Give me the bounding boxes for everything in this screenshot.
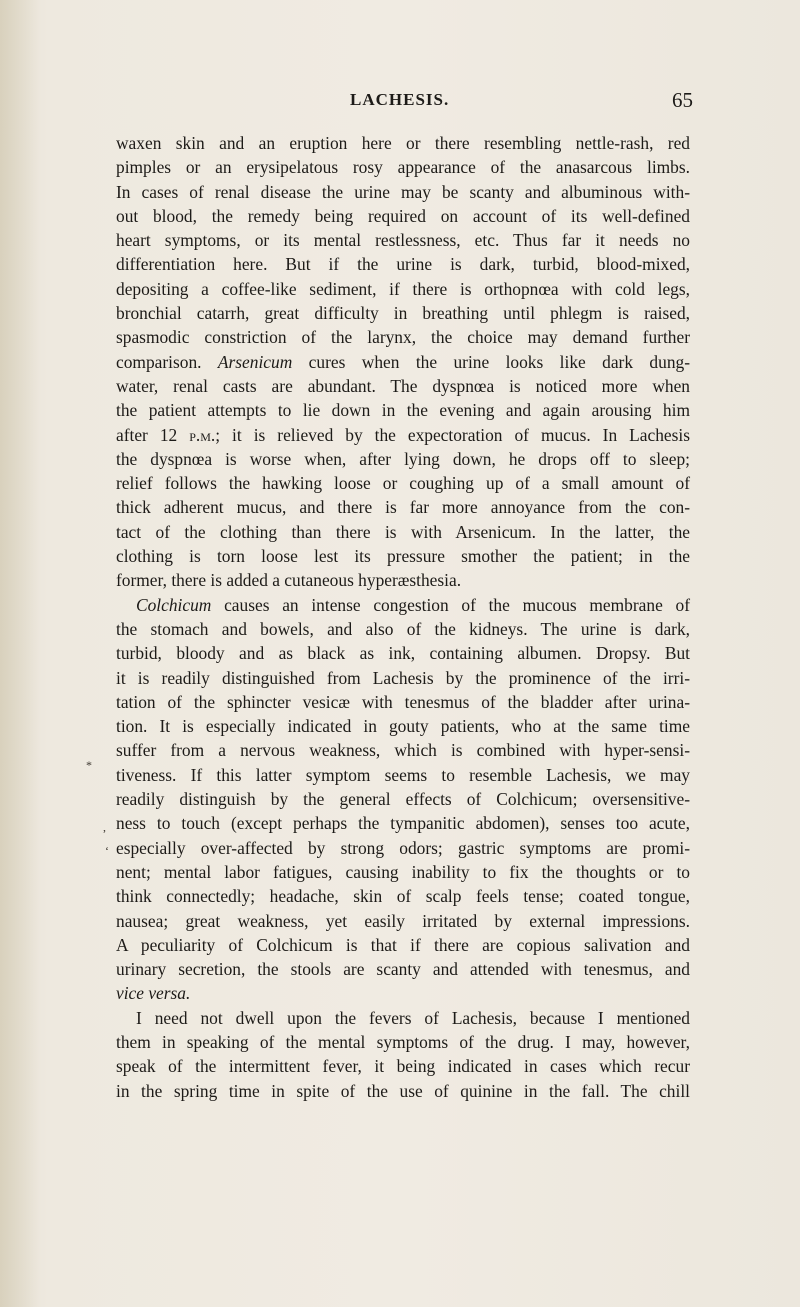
text-line [116, 374, 690, 398]
text-run: ; it is relieved by the expectoration of mucus. In Lachesis [215, 424, 690, 445]
text-line [116, 155, 690, 179]
text-line [116, 909, 690, 933]
text-line [116, 398, 690, 422]
text-run: comparison. [116, 351, 218, 372]
text-run: differentiation here. But if the urine is dark, turbid, blood-mixed, [116, 254, 690, 275]
italic-text: vice versa. [116, 983, 191, 1004]
text-line [116, 957, 690, 981]
text-run: the patient attempts to lie down in the evening and again arousing him [116, 400, 690, 421]
text-run: thick adherent mucus, and there is far more annoyance from the con- [116, 497, 690, 518]
text-run: suffer from a nervous weakness, which is combined with hyper-sensi- [116, 740, 690, 761]
margin-star-mark: * [86, 758, 92, 772]
text-run: spasmodic constriction of the larynx, the choice may demand further [116, 327, 690, 348]
text-line [116, 495, 690, 519]
body-text [116, 131, 690, 1103]
text-line [116, 1006, 690, 1030]
text-line [116, 325, 690, 349]
text-line [116, 933, 690, 957]
text-line [116, 884, 690, 908]
text-line [116, 981, 690, 1005]
text-run: causes an intense congestion of the mucous membrane of [211, 594, 690, 615]
text-line [116, 738, 690, 762]
text-run: in the spring time in spite of the use of quinine in the fall. The chill [116, 1080, 690, 1101]
small-caps-text: p.m. [189, 424, 216, 445]
text-line [116, 252, 690, 276]
margin-tick-mark: ʻ [105, 844, 109, 858]
text-line [116, 1079, 690, 1103]
text-run: nausea; great weakness, yet easily irritated by external impressions. [116, 910, 690, 931]
text-run: think connectedly; headache, skin of scalp feels tense; coated tongue, [116, 886, 690, 907]
text-run: the dyspnœa is worse when, after lying down, he drops off to sleep; [116, 448, 690, 469]
text-run: out blood, the remedy being required on account of its well-defined [116, 205, 690, 226]
text-run: nent; mental labor fatigues, causing inability to fix the thoughts or to [116, 861, 690, 882]
text-line [116, 617, 690, 641]
text-run: depositing a coffee-like sediment, if there is orthopnœa with cold legs, [116, 278, 690, 299]
text-line [116, 544, 690, 568]
page-number: 65 [672, 88, 693, 112]
text-line [116, 1030, 690, 1054]
text-line [116, 860, 690, 884]
margin-comma-mark: , [103, 820, 106, 834]
text-run: after 12 [116, 424, 190, 445]
text-line [116, 690, 690, 714]
text-run: In cases of renal disease the urine may be scanty and albuminous with- [116, 181, 690, 202]
text-run: it is readily distinguished from Lachesis by the prominence of the irri- [116, 667, 690, 688]
text-line [116, 593, 690, 617]
text-line [116, 228, 690, 252]
text-line [116, 447, 690, 471]
text-line [116, 763, 690, 787]
text-line [116, 641, 690, 665]
text-run: the stomach and bowels, and also of the kidneys. The urine is dark, [116, 618, 690, 639]
text-run: cures when the urine looks like dark dung- [292, 351, 690, 372]
text-line [116, 423, 690, 447]
text-run: ness to touch (except perhaps the tympanitic abdomen), senses too acute, [116, 813, 690, 834]
text-run: A peculiarity of Colchicum is that if there are copious salivation and [116, 934, 690, 955]
text-run: tiveness. If this latter symptom seems to resemble Lachesis, we may [116, 764, 690, 785]
page-edge-stain [0, 0, 40, 1307]
text-run: tact of the clothing than there is with Arsenicum. In the latter, the [116, 521, 690, 542]
text-run: urinary secretion, the stools are scanty and attended with tenesmus, and [116, 959, 690, 980]
text-run: readily distinguish by the general effects of Colchicum; oversensitive- [116, 789, 690, 810]
italic-text: Arsenicum [217, 351, 293, 372]
text-run: relief follows the hawking loose or coughing up of a small amount of [116, 473, 690, 494]
text-run: clothing is torn loose lest its pressure smother the patient; in the [116, 546, 690, 567]
text-line [116, 131, 690, 155]
text-line [116, 666, 690, 690]
text-run: pimples or an erysipelatous rosy appearance of the anasarcous limbs. [116, 157, 690, 178]
text-line [116, 277, 690, 301]
text-line [116, 787, 690, 811]
text-run: former, there is added a cutaneous hyperæsthesia. [116, 570, 462, 591]
page-header [0, 90, 800, 114]
text-line [116, 714, 690, 738]
text-run: heart symptoms, or its mental restlessness, etc. Thus far it needs no [116, 230, 690, 251]
text-line [116, 520, 690, 544]
text-line [116, 836, 690, 860]
text-run: turbid, bloody and as black as ink, containing albumen. Dropsy. But [116, 643, 690, 664]
text-run: water, renal casts are abundant. The dyspnœa is noticed more when [116, 375, 690, 396]
text-line [116, 471, 690, 495]
text-line [116, 180, 690, 204]
text-run: I need not dwell upon the fevers of Lachesis, because I mentioned [136, 1007, 690, 1028]
text-line [116, 568, 690, 592]
text-line [116, 301, 690, 325]
italic-text: Colchicum [136, 594, 212, 615]
text-run: especially over-affected by strong odors; gastric symptoms are promi- [116, 837, 690, 858]
text-run: tion. It is especially indicated in gouty patients, who at the same time [116, 716, 690, 737]
text-line [116, 1054, 690, 1078]
text-line [116, 204, 690, 228]
running-title: LACHESIS. [350, 90, 450, 109]
text-run: tation of the sphincter vesicæ with tenesmus of the bladder after urina- [116, 691, 690, 712]
text-run: speak of the intermittent fever, it being indicated in cases which recur [116, 1056, 690, 1077]
text-line [116, 811, 690, 835]
text-run: waxen skin and an eruption here or there resembling nettle-rash, red [116, 133, 690, 153]
text-line [116, 350, 690, 374]
text-run: bronchial catarrh, great difficulty in breathing until phlegm is raised, [116, 303, 690, 324]
text-run: them in speaking of the mental symptoms of the drug. I may, however, [116, 1031, 690, 1052]
